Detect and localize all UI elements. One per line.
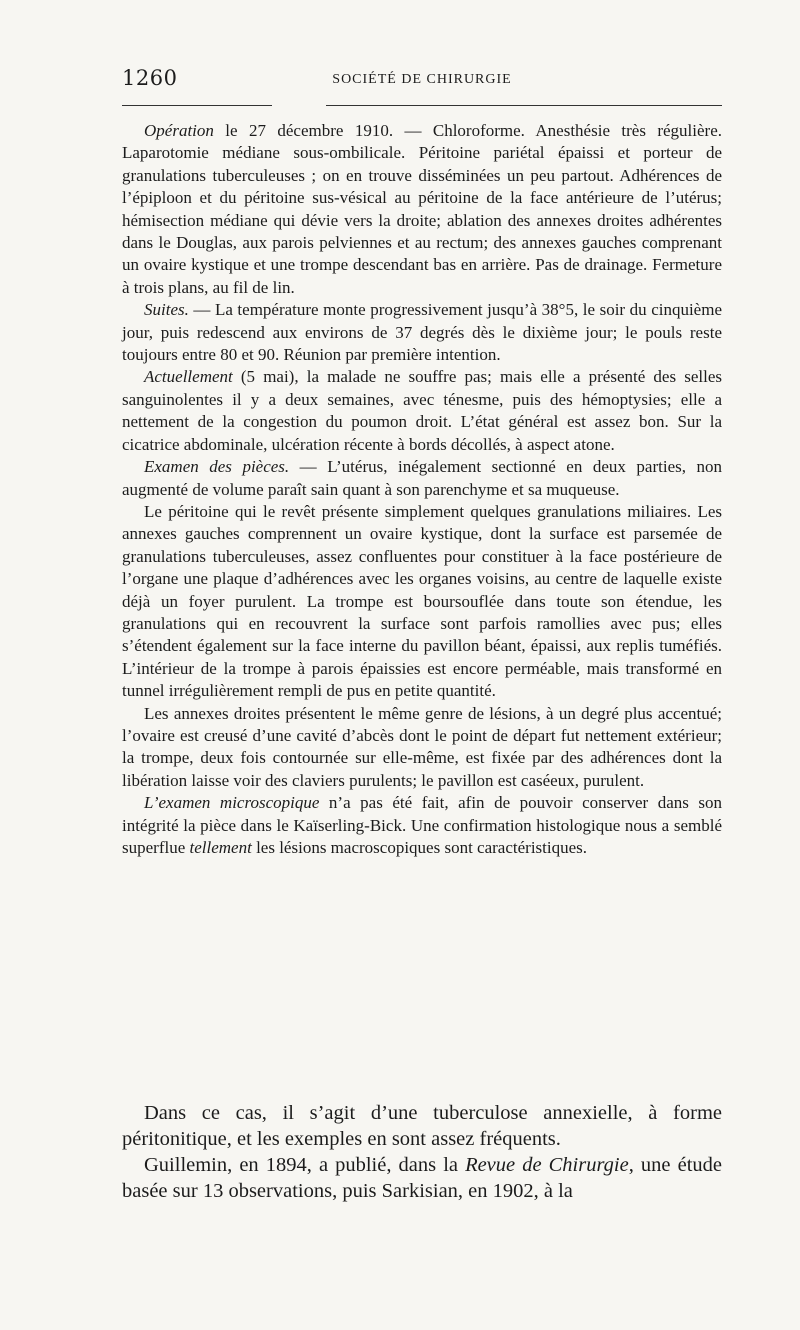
lead-examen: Examen des pièces. <box>144 457 290 477</box>
text-actuellement: (5 mai), la malade ne souffre pas; mais elle a présenté des selles sanguinolentes il y a deux semaines, avec ténesme, puis des hémoptysies; elle a nettement de la congestion du poumon droit. L’état général est assez bon. Sur la cicatrice abdominale, ulcération récente à bords décollés, à aspect atone. <box>122 367 722 454</box>
paragraph-peritoine <box>122 501 722 703</box>
text-peritoine: Le péritoine qui le revêt présente simplement quelques granulations miliaires. Les annexes gauches comprennent un ovaire kystique, dont la surface est parsemée de granulations tuberculeuses, assez confluentes pour constituer à la face postérieure de l’organe une plaque d’adhérences avec les organes voisins, au centre de laquelle existe déjà un foyer purulent. La trompe est boursouflée dans toute son étendue, les granulations qui en recouvrent la surface sont parfois ramollies avec pus; elles s’étendent également sur la face interne du pavillon béant, épaissi, aux replis tuméfiés. L’intérieur de la trompe à parois épaissies est encore perméable, mais transformé en tunnel irrégulièrement rempli de pus en petite quantité. <box>122 501 722 701</box>
text-guillemin-b: , une étude basée sur 13 observations, puis Sarkisian, en 1902, à la <box>122 1154 722 1202</box>
observation-text <box>122 120 722 859</box>
lead-operation: Opération <box>144 121 214 140</box>
text-annexes-droites: Les annexes droites présentent le même genre de lésions, à un degré plus accentué; l’ovaire est creusé d’une cavité d’abcès dont le point de départ fut nettement extérieur; la trompe, deux fois contournée sur elle-même, est fixée par des adhérences dont la libération laisse voir des claviers purulents; le pavillon est caséeux, purulent. <box>122 703 722 790</box>
paragraph-cas: Dans ce cas, il s’agit d’une tuberculose annexielle, à forme péritonitique, et les exemples en sont assez fréquents. <box>122 1102 722 1150</box>
paragraph-guillemin <box>122 1152 722 1204</box>
lead-actuellement: Actuellement <box>144 367 233 387</box>
paragraph-suites <box>122 299 722 366</box>
header-rule-right <box>326 105 722 106</box>
paragraph-annexes-droites <box>122 703 722 793</box>
text-microscopique: n’a pas été fait, afin de pouvoir conserver dans son intégrité la pièce dans le Kaïserling-Bick. Une confirmation histologique nous a semblé superflue <box>122 793 722 857</box>
page-header <box>122 66 722 98</box>
lead-microscopique: L’examen microscopique <box>144 793 320 813</box>
running-head: SOCIÉTÉ DE CHIRURGIE <box>332 72 512 87</box>
header-rule-left <box>122 105 272 106</box>
emph-tellement: tellement <box>189 838 252 857</box>
paragraph-examen <box>122 456 722 501</box>
page-number: 1260 <box>122 66 178 90</box>
body-text <box>122 1100 722 1204</box>
text-guillemin-a: Guillemin, en 1894, a publié, dans la <box>144 1154 466 1176</box>
lead-suites: Suites. <box>144 300 189 320</box>
paragraph-operation <box>122 120 722 299</box>
text-examen: — L’utérus, inégalement sectionné en deux parties, non augmenté de volume paraît sain quant à son parenchyme et sa muqueuse. <box>122 457 722 499</box>
text-suites: — La température monte progressivement jusqu’à 38°5, le soir du cinquième jour, puis redescend aux environs de 37 degrés dès le dixième jour; le pouls reste toujours entre 80 et 90. Réunion par première intention. <box>122 300 722 365</box>
journal-title: Revue de Chirurgie <box>465 1154 629 1176</box>
text-microscopique-tail: les lésions macroscopiques sont caractéristiques. <box>251 838 588 857</box>
text-operation: le 27 décembre 1910. — Chloroforme. Anesthésie très régulière. Laparotomie médiane sous-ombilicale. Péritoine pariétal épaissi et porteur de granulations tuberculeuses ; on en trouve disséminées un peu partout. Adhérences de l’épiploon et du péritoine sus-vésical au péritoine de la face antérieure de l’utérus; hémisection médiane qui dévie vers la droite; ablation des annexes droites adhérentes dans le Douglas, aux parois pelviennes et au rectum; des annexes gauches comprenant un ovaire kystique et une trompe descendant bas en arrière. Pas de drainage. Fermeture à trois plans, au fil de lin. <box>122 121 722 297</box>
paragraph-microscopique <box>122 792 722 859</box>
paragraph-actuellement <box>122 366 722 456</box>
